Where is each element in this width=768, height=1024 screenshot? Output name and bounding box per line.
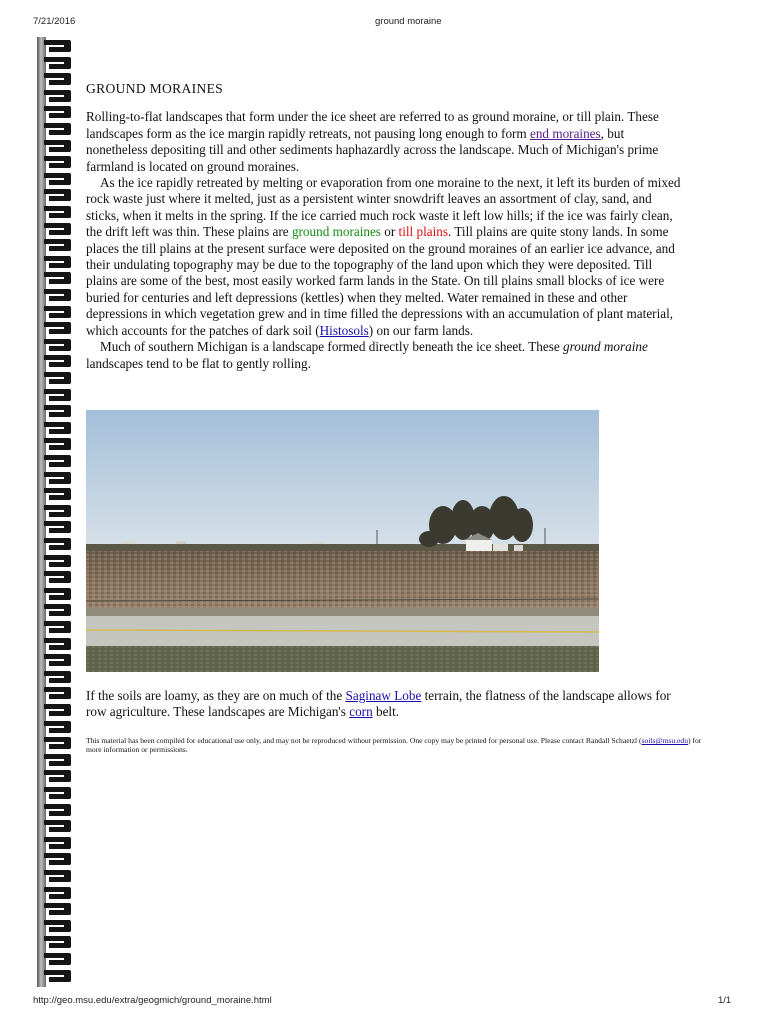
binding-ring	[44, 853, 72, 867]
binding-ring	[44, 555, 72, 569]
text: ) on our farm lands.	[368, 322, 474, 338]
print-url: http://geo.msu.edu/extra/geogmich/ground_moraine.html	[33, 995, 272, 1006]
page-title: GROUND MORAINES	[86, 81, 224, 96]
binding-ring	[44, 90, 72, 104]
binding-ring	[44, 970, 72, 984]
binding-ring	[44, 654, 72, 668]
binding-ring	[44, 770, 72, 784]
binding-ring	[44, 704, 72, 718]
binding-ring	[44, 588, 72, 602]
binding-ring	[44, 936, 72, 950]
binding-ring	[44, 389, 72, 403]
text: Rolling-to-flat landscapes that form under the ice sheet are referred to as ground moraine, or till plain. These landscapes form as the ice margin rapidly retreats, not pausing long enough to form	[86, 109, 659, 141]
binding-ring	[44, 189, 72, 203]
term-till-plains: till plains	[398, 224, 448, 240]
binding-ring	[44, 289, 72, 303]
binding-ring	[44, 721, 72, 735]
print-page-number: 1/1	[718, 995, 732, 1006]
text: . Till plains are quite stony lands. In some places the till plains at the present surface were deposited on the ground moraines of an earlier ice advance, and their undulating topography may be due to the topography of the land upon which they were deposited. Till plains are some of the best, most easily worked farm lands in the State. On till plains small blocks of ice were buried for centuries and left depressions (kettles) when they melted. Water remained in these and other depressions in which vegetation grew and in time filled the depressions with an accumulation of plant material, which accounts for the patches of dark soil (	[86, 224, 675, 338]
binding-ring	[44, 787, 72, 801]
text: As the ice rapidly retreated by melting or evaporation from one moraine to the next, it left its burden of mixed rock waste just where it melted, just as a persistent winter snowdrift leaves an assortment of clay, sand, and sticks, when it melts in the spring. If the ice carried much rock waste it left low hills; if the ice was fairly clean, the drift left was thin. These plains are	[86, 175, 681, 240]
binding-ring	[44, 538, 72, 552]
binding-ring	[44, 488, 72, 502]
spiral-binding	[44, 40, 74, 990]
binding-ring	[44, 521, 72, 535]
binding-ring	[44, 256, 72, 270]
binding-ring	[44, 422, 72, 436]
term-ground-moraine: ground moraine	[563, 339, 648, 355]
print-date: 7/21/2016	[33, 16, 76, 27]
paragraph-ice-retreat	[86, 175, 686, 339]
binding-ring	[44, 206, 72, 220]
binding-ring	[44, 455, 72, 469]
print-title: ground moraine	[375, 16, 442, 27]
binding-ring	[44, 173, 72, 187]
paragraph-southern-michigan	[86, 339, 686, 372]
ground-moraine-photo	[86, 410, 599, 672]
copyright-notice	[86, 736, 706, 755]
binding-ring	[44, 123, 72, 137]
text: or	[380, 224, 399, 240]
link-saginaw-lobe[interactable]: Saginaw Lobe	[345, 688, 422, 703]
link-end-moraines[interactable]: end moraines	[529, 125, 601, 141]
binding-ring	[44, 73, 72, 87]
binding-ring	[44, 621, 72, 635]
binding-ring	[44, 156, 72, 170]
text: , but nonetheless depositing till and other sediments haphazardly across the landscape. Much of Michigan's prime farmland is located on ground moraines.	[86, 125, 659, 174]
binding-ring	[44, 820, 72, 834]
binding-ring	[44, 638, 72, 652]
binding-ring	[44, 903, 72, 917]
binding-ring	[44, 953, 72, 967]
binding-ring	[44, 140, 72, 154]
binding-ring	[44, 737, 72, 751]
text: terrain, the flatness of the landscape allows for row agriculture. These landscapes are Michigan's	[86, 688, 671, 720]
text: belt.	[372, 704, 400, 720]
binding-ring	[44, 223, 72, 237]
binding-ring	[44, 239, 72, 253]
binding-ring	[44, 322, 72, 336]
binding-ring	[44, 920, 72, 934]
binding-ring	[44, 887, 72, 901]
binding-ring	[44, 837, 72, 851]
text: If the soils are loamy, as they are on much of the	[86, 688, 346, 703]
text: This material has been compiled for educational use only, and may not be reproduced without permission. One copy may be printed for personal use. Please contact Randall Schaetzl (	[86, 736, 642, 745]
binding-ring	[44, 472, 72, 486]
binding-ring	[44, 106, 72, 120]
binding-ring	[44, 306, 72, 320]
binding-ring	[44, 57, 72, 71]
binding-ring	[44, 804, 72, 818]
binding-ring	[44, 405, 72, 419]
binding-ring	[44, 571, 72, 585]
binding-ring	[44, 687, 72, 701]
link-corn[interactable]: corn	[349, 704, 373, 720]
paragraph-row-agriculture	[86, 688, 686, 721]
binding-ring	[44, 754, 72, 768]
binding-ring	[44, 272, 72, 286]
binding-ring	[44, 372, 72, 386]
binding-ring	[44, 438, 72, 452]
text: landscapes tend to be flat to gently rolling.	[86, 355, 311, 371]
binding-ring	[44, 671, 72, 685]
binding-ring	[44, 40, 72, 54]
text: Much of southern Michigan is a landscape formed directly beneath the ice sheet. These	[100, 339, 563, 355]
binding-ring	[44, 505, 72, 519]
binding-ring	[44, 604, 72, 618]
article	[86, 78, 686, 372]
term-ground-moraines: ground moraines	[291, 224, 381, 240]
paragraph-intro	[86, 109, 686, 175]
text: ) for more information or permissions.	[86, 736, 702, 755]
link-email[interactable]: soils@msu.edu	[641, 736, 689, 745]
binding-ring	[44, 339, 72, 353]
link-histosols[interactable]: Histosols	[319, 322, 369, 338]
binding-ring	[44, 870, 72, 884]
binding-ring	[44, 355, 72, 369]
